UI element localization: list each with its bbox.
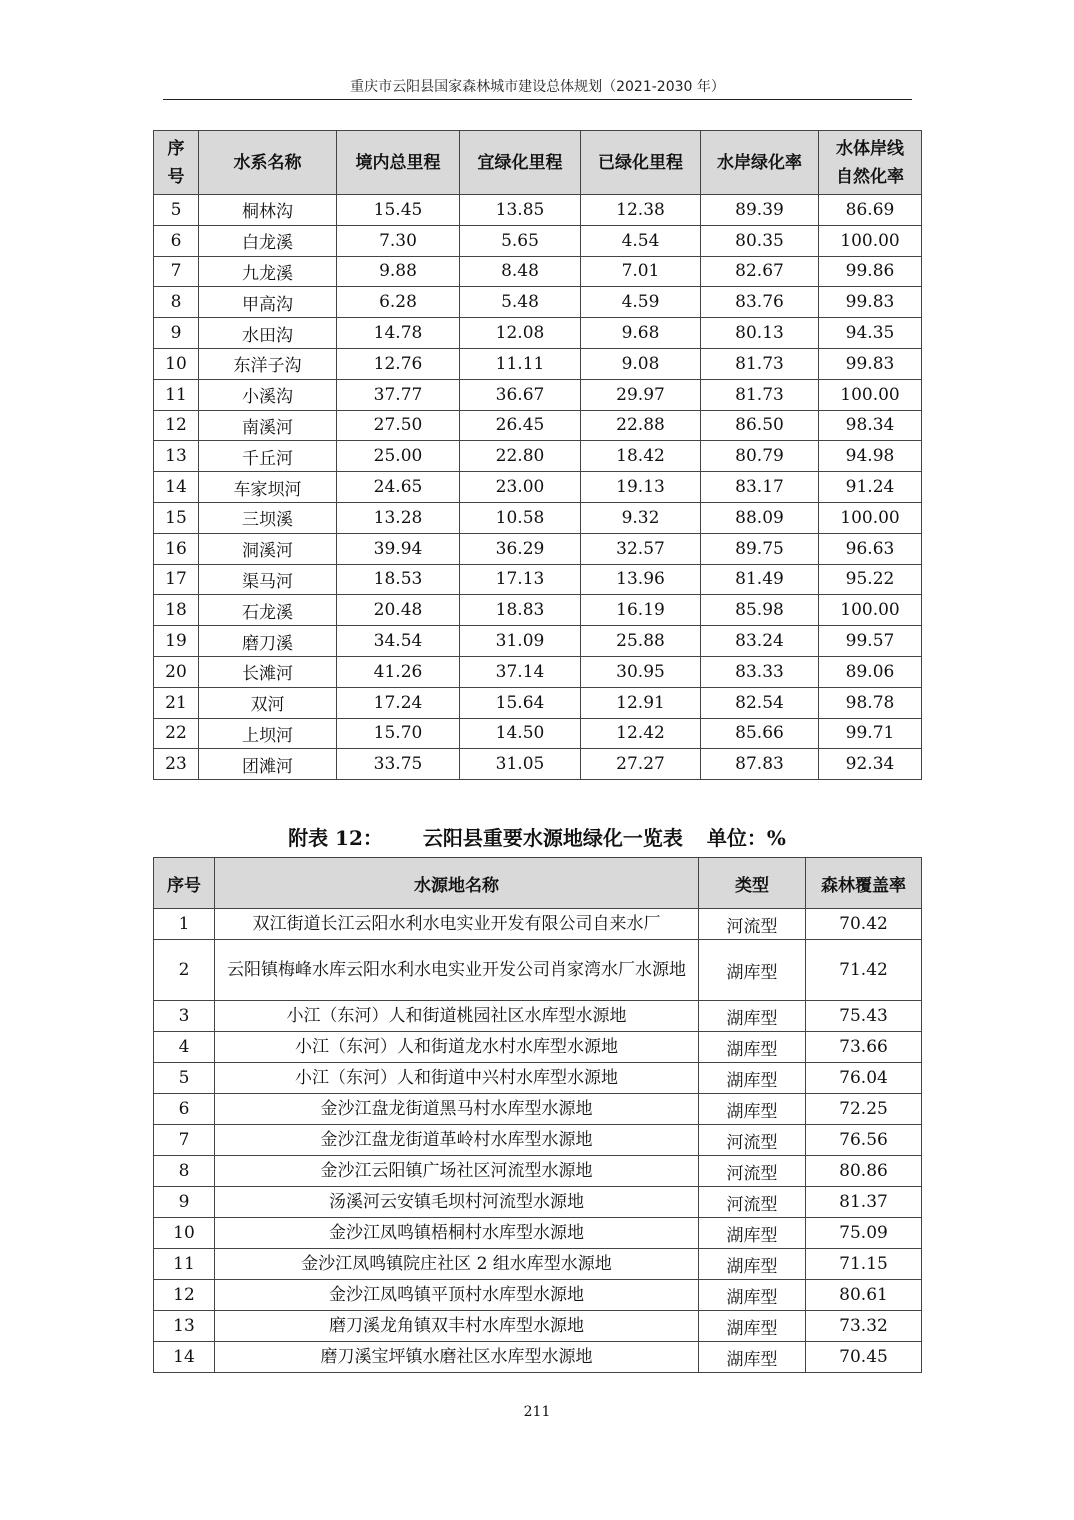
cell-source-name: 小江（东河）人和街道桃园社区水库型水源地 xyxy=(215,1001,699,1032)
cell-naturalization-rate: 99.86 xyxy=(819,256,922,287)
cell-river-name: 磨刀溪 xyxy=(199,626,337,657)
cell-type: 湖库型 xyxy=(699,1001,806,1032)
cell-total-length: 6.28 xyxy=(337,287,460,318)
cell-greened-length: 27.27 xyxy=(581,749,701,780)
cell-river-name: 小溪沟 xyxy=(199,379,337,410)
cell-index: 8 xyxy=(154,1156,215,1187)
cell-index: 20 xyxy=(154,656,199,687)
cell-river-name: 南溪河 xyxy=(199,410,337,441)
cell-shore-greening-rate: 81.73 xyxy=(701,379,819,410)
cell-river-name: 渠马河 xyxy=(199,564,337,595)
cell-greened-length: 4.59 xyxy=(581,287,701,318)
cell-source-name: 金沙江盘龙街道黑马村水库型水源地 xyxy=(215,1094,699,1125)
cell-shore-greening-rate: 83.17 xyxy=(701,472,819,503)
rivers-greening-table xyxy=(153,130,922,780)
table-row xyxy=(154,909,922,940)
table-row xyxy=(154,1125,922,1156)
cell-naturalization-rate: 98.34 xyxy=(819,410,922,441)
header-forest-coverage: 森林覆盖率 xyxy=(806,858,922,909)
cell-river-name: 白龙溪 xyxy=(199,225,337,256)
cell-type: 湖库型 xyxy=(699,1249,806,1280)
header-shore-greening-rate: 水岸绿化率 xyxy=(701,131,819,195)
cell-index: 13 xyxy=(154,441,199,472)
header-rule xyxy=(163,99,912,100)
cell-greened-length: 9.68 xyxy=(581,318,701,349)
header-index: 序 号 xyxy=(154,131,199,195)
cell-river-name: 甲高沟 xyxy=(199,287,337,318)
cell-source-name: 汤溪河云安镇毛坝村河流型水源地 xyxy=(215,1187,699,1218)
cell-greened-length: 9.08 xyxy=(581,348,701,379)
cell-greened-length: 30.95 xyxy=(581,656,701,687)
cell-index: 11 xyxy=(154,1249,215,1280)
cell-greened-length: 7.01 xyxy=(581,256,701,287)
cell-naturalization-rate: 100.00 xyxy=(819,595,922,626)
cell-greenable-length: 36.29 xyxy=(460,533,581,564)
cell-shore-greening-rate: 80.35 xyxy=(701,225,819,256)
cell-greened-length: 4.54 xyxy=(581,225,701,256)
cell-index: 7 xyxy=(154,1125,215,1156)
cell-river-name: 东洋子沟 xyxy=(199,348,337,379)
running-header: 重庆市云阳县国家森林城市建设总体规划（2021-2030 年） xyxy=(350,79,725,95)
cell-type: 湖库型 xyxy=(699,1218,806,1249)
cell-total-length: 33.75 xyxy=(337,749,460,780)
header-greenable-length: 宜绿化里程 xyxy=(460,131,581,195)
cell-greenable-length: 36.67 xyxy=(460,379,581,410)
table-row xyxy=(154,718,922,749)
cell-index: 9 xyxy=(154,1187,215,1218)
cell-shore-greening-rate: 80.79 xyxy=(701,441,819,472)
cell-total-length: 7.30 xyxy=(337,225,460,256)
table-row xyxy=(154,1001,922,1032)
header-source-name: 水源地名称 xyxy=(215,858,699,909)
cell-total-length: 15.45 xyxy=(337,195,460,226)
cell-river-name: 双河 xyxy=(199,687,337,718)
cell-type: 湖库型 xyxy=(699,1311,806,1342)
cell-total-length: 12.76 xyxy=(337,348,460,379)
cell-type: 湖库型 xyxy=(699,1063,806,1094)
cell-greenable-length: 14.50 xyxy=(460,718,581,749)
cell-index: 9 xyxy=(154,318,199,349)
cell-total-length: 20.48 xyxy=(337,595,460,626)
cell-forest-coverage: 71.15 xyxy=(806,1249,922,1280)
cell-river-name: 洞溪河 xyxy=(199,533,337,564)
cell-naturalization-rate: 99.71 xyxy=(819,718,922,749)
cell-shore-greening-rate: 83.33 xyxy=(701,656,819,687)
cell-index: 21 xyxy=(154,687,199,718)
table-row xyxy=(154,502,922,533)
table-row xyxy=(154,656,922,687)
table-row xyxy=(154,1187,922,1218)
table-row xyxy=(154,441,922,472)
table-row xyxy=(154,1032,922,1063)
cell-forest-coverage: 76.04 xyxy=(806,1063,922,1094)
cell-greenable-length: 10.58 xyxy=(460,502,581,533)
cell-river-name: 团滩河 xyxy=(199,749,337,780)
cell-index: 6 xyxy=(154,225,199,256)
cell-source-name: 小江（东河）人和街道中兴村水库型水源地 xyxy=(215,1063,699,1094)
cell-naturalization-rate: 99.83 xyxy=(819,348,922,379)
cell-source-name: 金沙江云阳镇广场社区河流型水源地 xyxy=(215,1156,699,1187)
cell-source-name: 双江街道长江云阳水利水电实业开发有限公司自来水厂 xyxy=(215,909,699,940)
cell-naturalization-rate: 94.98 xyxy=(819,441,922,472)
header-index: 序号 xyxy=(154,858,215,909)
cell-greenable-length: 12.08 xyxy=(460,318,581,349)
cell-forest-coverage: 73.66 xyxy=(806,1032,922,1063)
cell-index: 23 xyxy=(154,749,199,780)
cell-river-name: 上坝河 xyxy=(199,718,337,749)
cell-naturalization-rate: 95.22 xyxy=(819,564,922,595)
cell-total-length: 25.00 xyxy=(337,441,460,472)
cell-source-name: 云阳镇梅峰水库云阳水利水电实业开发公司肖家湾水厂水源地 xyxy=(215,940,699,1001)
cell-total-length: 18.53 xyxy=(337,564,460,595)
table-row xyxy=(154,564,922,595)
cell-source-name: 金沙江凤鸣镇梧桐村水库型水源地 xyxy=(215,1218,699,1249)
cell-greened-length: 12.42 xyxy=(581,718,701,749)
cell-greenable-length: 22.80 xyxy=(460,441,581,472)
table-row xyxy=(154,940,922,1001)
cell-index: 14 xyxy=(154,1342,215,1373)
cell-index: 19 xyxy=(154,626,199,657)
cell-forest-coverage: 76.56 xyxy=(806,1125,922,1156)
page-number: 211 xyxy=(523,1404,551,1420)
cell-naturalization-rate: 94.35 xyxy=(819,318,922,349)
cell-river-name: 三坝溪 xyxy=(199,502,337,533)
table-row xyxy=(154,1311,922,1342)
cell-greened-length: 16.19 xyxy=(581,595,701,626)
cell-greenable-length: 11.11 xyxy=(460,348,581,379)
cell-greenable-length: 15.64 xyxy=(460,687,581,718)
table-row xyxy=(154,1342,922,1373)
cell-forest-coverage: 75.43 xyxy=(806,1001,922,1032)
table-name: 云阳县重要水源地绿化一览表 xyxy=(422,826,683,850)
cell-index: 5 xyxy=(154,195,199,226)
cell-greened-length: 25.88 xyxy=(581,626,701,657)
cell-source-name: 金沙江凤鸣镇院庄社区 2 组水库型水源地 xyxy=(215,1249,699,1280)
cell-total-length: 39.94 xyxy=(337,533,460,564)
cell-river-name: 水田沟 xyxy=(199,318,337,349)
header-greened-length: 已绿化里程 xyxy=(581,131,701,195)
cell-shore-greening-rate: 89.39 xyxy=(701,195,819,226)
header-river-name: 水系名称 xyxy=(199,131,337,195)
cell-index: 3 xyxy=(154,1001,215,1032)
table-unit: 单位：% xyxy=(706,826,786,850)
cell-naturalization-rate: 99.57 xyxy=(819,626,922,657)
cell-greened-length: 18.42 xyxy=(581,441,701,472)
table-row xyxy=(154,348,922,379)
table-row xyxy=(154,318,922,349)
cell-total-length: 41.26 xyxy=(337,656,460,687)
cell-naturalization-rate: 96.63 xyxy=(819,533,922,564)
cell-forest-coverage: 73.32 xyxy=(806,1311,922,1342)
cell-index: 13 xyxy=(154,1311,215,1342)
table-row xyxy=(154,533,922,564)
cell-greenable-length: 5.48 xyxy=(460,287,581,318)
cell-source-name: 金沙江盘龙街道革岭村水库型水源地 xyxy=(215,1125,699,1156)
cell-index: 2 xyxy=(154,940,215,1001)
cell-greenable-length: 31.09 xyxy=(460,626,581,657)
cell-naturalization-rate: 100.00 xyxy=(819,379,922,410)
cell-index: 10 xyxy=(154,348,199,379)
cell-river-name: 车家坝河 xyxy=(199,472,337,503)
cell-greenable-length: 5.65 xyxy=(460,225,581,256)
cell-index: 18 xyxy=(154,595,199,626)
cell-greened-length: 12.38 xyxy=(581,195,701,226)
table-row xyxy=(154,1249,922,1280)
cell-total-length: 17.24 xyxy=(337,687,460,718)
cell-shore-greening-rate: 82.67 xyxy=(701,256,819,287)
cell-index: 17 xyxy=(154,564,199,595)
table-row xyxy=(154,1218,922,1249)
cell-greenable-length: 26.45 xyxy=(460,410,581,441)
cell-naturalization-rate: 100.00 xyxy=(819,502,922,533)
cell-index: 15 xyxy=(154,502,199,533)
cell-type: 湖库型 xyxy=(699,1280,806,1311)
cell-naturalization-rate: 91.24 xyxy=(819,472,922,503)
cell-forest-coverage: 80.86 xyxy=(806,1156,922,1187)
cell-greenable-length: 18.83 xyxy=(460,595,581,626)
cell-greened-length: 19.13 xyxy=(581,472,701,503)
cell-type: 湖库型 xyxy=(699,1342,806,1373)
cell-index: 12 xyxy=(154,410,199,441)
cell-forest-coverage: 81.37 xyxy=(806,1187,922,1218)
cell-greenable-length: 17.13 xyxy=(460,564,581,595)
cell-type: 河流型 xyxy=(699,1156,806,1187)
cell-shore-greening-rate: 83.24 xyxy=(701,626,819,657)
cell-greenable-length: 31.05 xyxy=(460,749,581,780)
cell-total-length: 27.50 xyxy=(337,410,460,441)
cell-total-length: 13.28 xyxy=(337,502,460,533)
cell-forest-coverage: 71.42 xyxy=(806,940,922,1001)
cell-type: 河流型 xyxy=(699,1187,806,1218)
cell-total-length: 24.65 xyxy=(337,472,460,503)
cell-naturalization-rate: 100.00 xyxy=(819,225,922,256)
cell-forest-coverage: 72.25 xyxy=(806,1094,922,1125)
table-row xyxy=(154,225,922,256)
cell-index: 16 xyxy=(154,533,199,564)
cell-index: 22 xyxy=(154,718,199,749)
cell-type: 湖库型 xyxy=(699,940,806,1001)
table-header-row xyxy=(154,131,922,195)
cell-river-name: 桐林沟 xyxy=(199,195,337,226)
cell-shore-greening-rate: 82.54 xyxy=(701,687,819,718)
cell-greened-length: 13.96 xyxy=(581,564,701,595)
header-type: 类型 xyxy=(699,858,806,909)
cell-forest-coverage: 80.61 xyxy=(806,1280,922,1311)
header-total-length: 境内总里程 xyxy=(337,131,460,195)
cell-forest-coverage: 75.09 xyxy=(806,1218,922,1249)
sources-table-title xyxy=(153,822,921,851)
cell-greened-length: 22.88 xyxy=(581,410,701,441)
cell-type: 湖库型 xyxy=(699,1032,806,1063)
table-row xyxy=(154,410,922,441)
table-row xyxy=(154,1063,922,1094)
table-row xyxy=(154,472,922,503)
cell-index: 11 xyxy=(154,379,199,410)
cell-naturalization-rate: 89.06 xyxy=(819,656,922,687)
cell-shore-greening-rate: 87.83 xyxy=(701,749,819,780)
cell-shore-greening-rate: 86.50 xyxy=(701,410,819,441)
table-row xyxy=(154,287,922,318)
cell-source-name: 磨刀溪宝坪镇水磨社区水库型水源地 xyxy=(215,1342,699,1373)
cell-index: 1 xyxy=(154,909,215,940)
cell-naturalization-rate: 86.69 xyxy=(819,195,922,226)
cell-index: 4 xyxy=(154,1032,215,1063)
table-row xyxy=(154,626,922,657)
cell-source-name: 小江（东河）人和街道龙水村水库型水源地 xyxy=(215,1032,699,1063)
header-shoreline-naturalization-rate: 水体岸线 自然化率 xyxy=(819,131,922,195)
table-row xyxy=(154,379,922,410)
table-row xyxy=(154,256,922,287)
cell-index: 14 xyxy=(154,472,199,503)
cell-river-name: 九龙溪 xyxy=(199,256,337,287)
cell-index: 6 xyxy=(154,1094,215,1125)
water-sources-greening-table xyxy=(153,857,922,1373)
cell-shore-greening-rate: 85.66 xyxy=(701,718,819,749)
cell-shore-greening-rate: 83.76 xyxy=(701,287,819,318)
cell-greened-length: 29.97 xyxy=(581,379,701,410)
cell-shore-greening-rate: 81.73 xyxy=(701,348,819,379)
table-header-row xyxy=(154,858,922,909)
table-label: 附表 12： xyxy=(288,826,383,850)
cell-greenable-length: 37.14 xyxy=(460,656,581,687)
cell-shore-greening-rate: 80.13 xyxy=(701,318,819,349)
cell-index: 5 xyxy=(154,1063,215,1094)
cell-total-length: 34.54 xyxy=(337,626,460,657)
cell-type: 河流型 xyxy=(699,1125,806,1156)
table-row xyxy=(154,1156,922,1187)
table-row xyxy=(154,195,922,226)
cell-greenable-length: 13.85 xyxy=(460,195,581,226)
cell-total-length: 37.77 xyxy=(337,379,460,410)
cell-total-length: 14.78 xyxy=(337,318,460,349)
cell-source-name: 磨刀溪龙角镇双丰村水库型水源地 xyxy=(215,1311,699,1342)
cell-river-name: 千丘河 xyxy=(199,441,337,472)
table-row xyxy=(154,595,922,626)
cell-greened-length: 32.57 xyxy=(581,533,701,564)
cell-forest-coverage: 70.45 xyxy=(806,1342,922,1373)
cell-index: 10 xyxy=(154,1218,215,1249)
cell-naturalization-rate: 92.34 xyxy=(819,749,922,780)
cell-river-name: 石龙溪 xyxy=(199,595,337,626)
cell-naturalization-rate: 98.78 xyxy=(819,687,922,718)
table-row xyxy=(154,1094,922,1125)
table-row xyxy=(154,749,922,780)
cell-greenable-length: 23.00 xyxy=(460,472,581,503)
cell-greened-length: 12.91 xyxy=(581,687,701,718)
cell-greened-length: 9.32 xyxy=(581,502,701,533)
table-row xyxy=(154,1280,922,1311)
cell-index: 12 xyxy=(154,1280,215,1311)
cell-shore-greening-rate: 89.75 xyxy=(701,533,819,564)
cell-total-length: 15.70 xyxy=(337,718,460,749)
table-row xyxy=(154,687,922,718)
cell-index: 8 xyxy=(154,287,199,318)
cell-source-name: 金沙江凤鸣镇平顶村水库型水源地 xyxy=(215,1280,699,1311)
cell-total-length: 9.88 xyxy=(337,256,460,287)
cell-forest-coverage: 70.42 xyxy=(806,909,922,940)
cell-shore-greening-rate: 88.09 xyxy=(701,502,819,533)
cell-shore-greening-rate: 85.98 xyxy=(701,595,819,626)
cell-greenable-length: 8.48 xyxy=(460,256,581,287)
cell-type: 河流型 xyxy=(699,909,806,940)
cell-naturalization-rate: 99.83 xyxy=(819,287,922,318)
cell-river-name: 长滩河 xyxy=(199,656,337,687)
cell-index: 7 xyxy=(154,256,199,287)
cell-type: 湖库型 xyxy=(699,1094,806,1125)
cell-shore-greening-rate: 81.49 xyxy=(701,564,819,595)
